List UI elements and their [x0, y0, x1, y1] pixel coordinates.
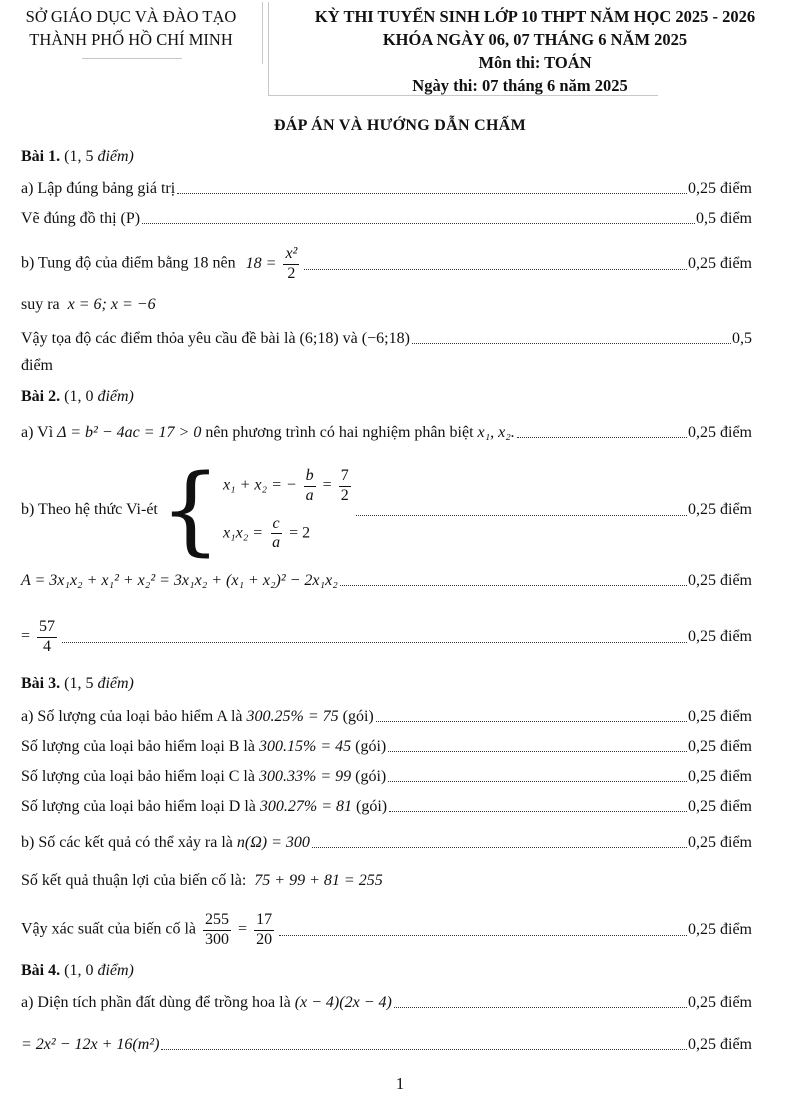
- header-left: [0, 5, 262, 51]
- vieta-product: x₁x₂ = $\frac{c}{a}$ = 2: [222, 515, 311, 552]
- exam-title: KỲ THI TUYỂN SINH LỚP 10 THPT NĂM HỌC 2025 - 2026: [314, 7, 756, 26]
- vieta-sum: x₁ + x₂ = − $\frac{b}{a}$ = $\frac{7}{2}$: [222, 467, 349, 504]
- bai3-prob-row: Vậy xác suất của biến cố là $\frac{255}{300}$ = $\frac{17}{20}$ 0,25 điểm: [21, 911, 752, 948]
- page-title: ĐÁP ÁN VÀ HƯỚNG DẪN CHẤM: [273, 117, 527, 134]
- fraction: $\frac{\text{x²}}{2}$: [285, 245, 298, 282]
- bai3-lineD: Số lượng của loại bảo hiểm loại D là 300.27% = 81 (gói) 0,25 điểm: [21, 798, 752, 815]
- leader-dots: [161, 1049, 687, 1050]
- bai3-lineA: a) Số lượng của loại bảo hiểm A là 300.25% = 75 (gói) 0,25 điểm: [21, 708, 752, 725]
- leader-dots: [356, 515, 687, 516]
- leader-dots: [340, 585, 687, 586]
- bai1-b-row: b) Tung độ của điểm bằng 18 nên 18 = $\frac{\text{x²}}{2}$ 0,25 điểm: [21, 245, 752, 282]
- page-number: 1: [395, 1074, 405, 1093]
- leader-dots: [517, 437, 687, 438]
- city-name: THÀNH PHỐ HỒ CHÍ MINH: [29, 30, 233, 49]
- leader-dots: [304, 269, 687, 270]
- fraction: $\frac{17}{20}$: [256, 911, 273, 948]
- vieta-system: [223, 467, 354, 553]
- leader-dots: [312, 847, 687, 848]
- leader-dots: [394, 1007, 687, 1008]
- bai3-b-row: b) Số các kết quả có thể xảy ra là n(Ω) = 300 0,25 điểm: [21, 834, 752, 851]
- bai1-suyra: suy ra x = 6; x = −6: [21, 296, 156, 313]
- bai2-a-row: a) Vì Δ = b² − 4ac = 17 > 0 nên phương trình có hai nghiệm phân biệt x₁, x₂. 0,25 điểm: [21, 424, 752, 441]
- header-divider: [262, 2, 263, 64]
- bai3-lineB: Số lượng của loại bảo hiểm loại B là 300.15% = 45 (gói) 0,25 điểm: [21, 738, 752, 755]
- fraction: $\frac{57}{4}$: [39, 618, 56, 655]
- bai3-heading: Bài 3. (1, 5 điểm): [21, 675, 134, 692]
- header-left-underline: [82, 58, 182, 59]
- bai2-result-row: = $\frac{57}{4}$ 0,25 điểm: [21, 618, 752, 655]
- system-brace: {: [159, 454, 221, 566]
- exam-session: KHÓA NGÀY 06, 07 THÁNG 6 NĂM 2025: [382, 30, 688, 49]
- bai3-lineC: Số lượng của loại bảo hiểm loại C là 300.33% = 99 (gói) 0,25 điểm: [21, 768, 752, 785]
- bai4-a-row: a) Diện tích phần đất dùng để trồng hoa là (x − 4)(2x − 4) 0,25 điểm: [21, 994, 752, 1011]
- bai3-fav: Số kết quả thuận lợi của biến cố là: 75 + 99 + 81 = 255: [21, 872, 383, 889]
- fraction: $\frac{255}{300}$: [205, 911, 230, 948]
- bai1-a-row: a) Lập đúng bảng giá trị 0,25 điểm: [21, 180, 752, 197]
- bai2-A-row: A = 3x₁x₂ + x₁² + x₂² = 3x₁x₂ + (x₁ + x₂)² − 2x₁x₂ 0,25 điểm: [21, 572, 752, 589]
- leader-dots: [177, 193, 687, 194]
- leader-dots: [412, 343, 731, 344]
- bai1-vay-row: Vậy tọa độ các điểm thỏa yêu cầu đề bài là (6;18) và (−6;18) 0,5: [21, 330, 752, 347]
- leader-dots: [388, 751, 687, 752]
- bai1-vay-pts-wrap: điểm: [21, 357, 53, 374]
- leader-dots: [142, 223, 695, 224]
- leader-dots: [376, 721, 687, 722]
- exam-date: Ngày thi: 07 tháng 6 năm 2025: [412, 76, 628, 95]
- leader-dots: [389, 811, 687, 812]
- bai4-heading: Bài 4. (1, 0 điểm): [21, 962, 134, 979]
- bai2-b-row: b) Theo hệ thức Vi-ét { x₁ + x₂ = − $\frac{b}{a}$ = $\frac{7}{2}$ x₁x₂ = $\frac{c}{a}$ = 2 0,25 điểm: [21, 454, 752, 566]
- bai2-heading: Bài 2. (1, 0 điểm): [21, 388, 134, 405]
- bai1-heading: Bài 1. (1, 5 điểm): [21, 148, 134, 165]
- leader-dots: [279, 935, 687, 936]
- leader-dots: [388, 781, 687, 782]
- department-name: SỞ GIÁO DỤC VÀ ĐÀO TẠO: [25, 7, 237, 26]
- leader-dots: [62, 642, 687, 643]
- bai4-b-row: = 2x² − 12x + 16(m²) 0,25 điểm: [21, 1036, 752, 1053]
- header-right: [270, 5, 800, 97]
- bai1-graph-row: Vẽ đúng đồ thị (P) 0,5 điểm: [21, 210, 752, 227]
- exam-subject: Môn thi: TOÁN: [478, 53, 592, 72]
